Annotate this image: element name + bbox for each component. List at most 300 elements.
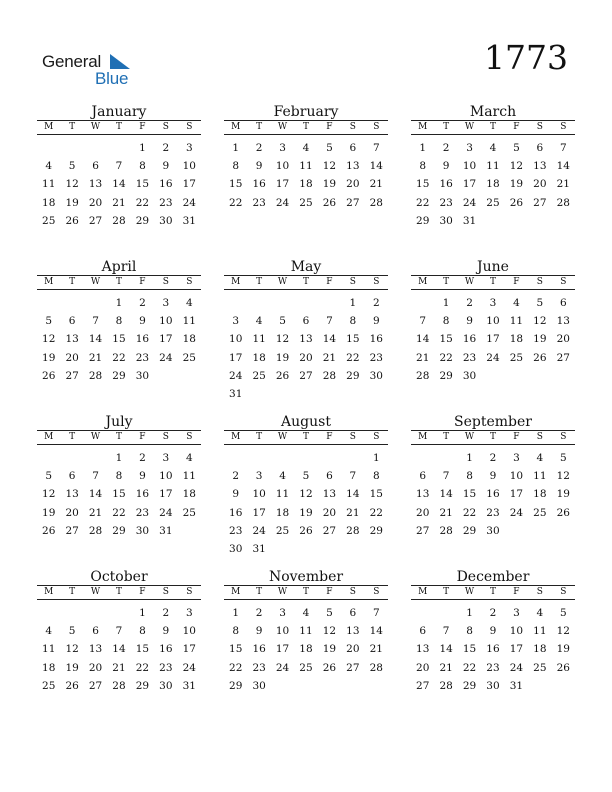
empty-day-cell <box>60 604 83 622</box>
day-cell: 19 <box>556 643 570 656</box>
weekday-label: W <box>90 277 101 287</box>
month-title: March <box>469 104 517 120</box>
day-cell: 18 <box>299 643 313 656</box>
day-cell: 28 <box>369 196 383 209</box>
weekday-label: S <box>162 277 169 287</box>
day-cell: 9 <box>489 625 497 638</box>
day-cell: 6 <box>68 315 76 328</box>
day-cell: 4 <box>489 142 497 154</box>
day-cell: 20 <box>533 178 547 191</box>
month-january <box>37 104 201 230</box>
month-november <box>224 569 388 695</box>
day-cell: 13 <box>346 625 360 638</box>
day-cell: 20 <box>65 506 79 519</box>
day-cell: 8 <box>139 160 146 173</box>
day-cell: 16 <box>462 333 477 346</box>
day-cell: 31 <box>182 214 196 227</box>
month-march <box>411 104 575 230</box>
weekday-label: M <box>231 122 241 132</box>
day-cell: 21 <box>369 178 383 191</box>
day-cell: 31 <box>462 214 477 227</box>
weekday-label: W <box>90 587 101 597</box>
day-cell: 25 <box>182 351 196 364</box>
day-cell: 18 <box>533 643 547 656</box>
empty-day-cell <box>411 604 434 622</box>
day-cell: 12 <box>65 643 79 656</box>
day-cell: 26 <box>322 196 337 209</box>
weekday-label: W <box>277 432 288 442</box>
day-cell: 14 <box>346 488 360 501</box>
day-cell: 18 <box>275 506 290 519</box>
weekday-label: T <box>489 432 496 442</box>
month-title: January <box>91 104 147 120</box>
empty-day-cell <box>84 139 107 157</box>
day-cell: 1 <box>442 297 450 309</box>
day-cell: 6 <box>92 160 99 173</box>
empty-day-cell <box>60 139 83 157</box>
day-cell: 31 <box>159 524 173 537</box>
weekday-label: F <box>513 122 520 132</box>
day-cell: 9 <box>162 625 170 638</box>
day-cell: 21 <box>439 661 453 674</box>
day-cell: 25 <box>42 214 56 227</box>
day-cell: 14 <box>439 643 453 656</box>
day-cell: 10 <box>182 160 196 173</box>
day-cell: 2 <box>139 297 146 309</box>
day-cell: 1 <box>115 297 123 309</box>
day-cell: 8 <box>115 470 123 483</box>
month-title: February <box>273 104 339 120</box>
weekday-header <box>224 585 388 600</box>
day-cell: 19 <box>299 506 313 519</box>
day-cell: 24 <box>159 506 173 519</box>
day-cell: 28 <box>346 524 360 537</box>
day-cell: 23 <box>252 196 266 209</box>
day-grid <box>37 139 201 230</box>
day-cell: 5 <box>559 452 567 464</box>
weekday-label: W <box>464 587 475 597</box>
day-cell: 18 <box>182 488 196 501</box>
day-cell: 7 <box>419 315 427 328</box>
day-cell: 24 <box>462 196 477 209</box>
day-cell: 15 <box>112 333 126 346</box>
weekday-label: W <box>277 587 288 597</box>
day-cell: 3 <box>162 297 170 309</box>
day-cell: 5 <box>279 315 286 328</box>
day-cell: 19 <box>533 333 547 346</box>
day-cell: 28 <box>112 214 126 227</box>
day-cell: 28 <box>369 661 383 674</box>
weekday-label: S <box>349 432 356 442</box>
day-cell: 6 <box>419 625 427 638</box>
day-cell: 21 <box>88 351 103 364</box>
day-cell: 24 <box>275 661 290 674</box>
day-cell: 15 <box>462 643 477 656</box>
day-cell: 24 <box>275 196 290 209</box>
weekday-label: S <box>373 122 380 132</box>
day-cell: 8 <box>442 315 450 328</box>
day-cell: 29 <box>346 369 360 382</box>
day-cell: 23 <box>439 196 453 209</box>
day-cell: 19 <box>556 488 570 501</box>
day-grid <box>411 139 575 230</box>
weekday-label: S <box>536 122 543 132</box>
month-july <box>37 414 201 540</box>
day-cell: 11 <box>275 488 290 501</box>
day-cell: 1 <box>349 297 357 309</box>
day-cell: 17 <box>252 506 266 519</box>
day-cell: 15 <box>112 488 126 501</box>
day-cell: 13 <box>88 178 103 191</box>
weekday-label: T <box>256 277 263 287</box>
day-cell: 29 <box>416 214 430 227</box>
day-grid <box>224 449 388 558</box>
day-cell: 3 <box>513 452 520 464</box>
day-cell: 2 <box>372 297 380 309</box>
weekday-label: F <box>139 122 146 132</box>
day-cell: 27 <box>88 214 103 227</box>
weekday-label: M <box>418 432 428 442</box>
day-cell: 7 <box>442 470 450 483</box>
day-cell: 1 <box>139 142 146 154</box>
day-cell: 22 <box>112 351 126 364</box>
empty-day-cell <box>247 294 270 312</box>
day-cell: 25 <box>275 524 290 537</box>
weekday-label: T <box>302 432 309 442</box>
month-title: September <box>454 414 532 430</box>
day-cell: 24 <box>159 351 173 364</box>
weekday-label: T <box>443 122 450 132</box>
day-cell: 24 <box>509 506 524 519</box>
day-cell: 18 <box>42 196 56 209</box>
weekday-header <box>411 120 575 135</box>
day-cell: 4 <box>513 297 520 309</box>
day-cell: 21 <box>346 506 360 519</box>
empty-day-cell <box>107 604 130 622</box>
day-cell: 1 <box>419 142 427 154</box>
day-cell: 29 <box>135 679 150 692</box>
day-cell: 21 <box>112 196 126 209</box>
day-grid <box>411 294 575 385</box>
day-cell: 27 <box>65 369 79 382</box>
weekday-header <box>411 585 575 600</box>
month-title: December <box>456 569 530 585</box>
day-cell: 30 <box>135 524 150 537</box>
day-cell: 27 <box>299 369 313 382</box>
day-cell: 19 <box>65 661 79 674</box>
day-cell: 1 <box>232 607 240 619</box>
day-cell: 5 <box>302 470 310 483</box>
weekday-header <box>224 275 388 290</box>
day-cell: 25 <box>533 506 547 519</box>
day-cell: 11 <box>182 470 196 483</box>
weekday-label: T <box>69 432 76 442</box>
weekday-header <box>37 585 201 600</box>
day-cell: 4 <box>536 452 544 464</box>
day-cell: 8 <box>372 470 380 483</box>
day-cell: 26 <box>322 661 337 674</box>
day-cell: 22 <box>346 351 360 364</box>
empty-day-cell <box>84 294 107 312</box>
weekday-label: M <box>231 587 241 597</box>
day-cell: 14 <box>416 333 430 346</box>
day-cell: 1 <box>466 452 473 464</box>
day-cell: 7 <box>92 470 99 483</box>
day-cell: 21 <box>322 351 337 364</box>
day-cell: 7 <box>115 160 123 173</box>
day-cell: 29 <box>229 679 243 692</box>
weekday-label: T <box>256 122 263 132</box>
empty-day-cell <box>84 449 107 467</box>
day-cell: 9 <box>139 315 146 328</box>
weekday-label: W <box>277 277 288 287</box>
day-cell: 5 <box>326 142 333 154</box>
day-cell: 17 <box>509 488 524 501</box>
day-cell: 11 <box>42 178 56 191</box>
day-cell: 27 <box>533 196 547 209</box>
day-cell: 8 <box>139 625 146 638</box>
day-cell: 9 <box>372 315 380 328</box>
day-cell: 12 <box>322 625 337 638</box>
month-may <box>224 259 388 403</box>
day-cell: 14 <box>369 625 383 638</box>
day-cell: 11 <box>486 160 500 173</box>
weekday-label: T <box>69 122 76 132</box>
day-cell: 21 <box>416 351 430 364</box>
day-cell: 24 <box>486 351 500 364</box>
day-cell: 16 <box>369 333 383 346</box>
day-cell: 26 <box>65 214 79 227</box>
day-cell: 1 <box>466 607 473 619</box>
day-cell: 25 <box>509 351 524 364</box>
weekday-label: S <box>560 277 567 287</box>
day-cell: 27 <box>416 524 430 537</box>
day-cell: 11 <box>299 625 313 638</box>
day-grid <box>37 294 201 385</box>
empty-day-cell <box>37 139 60 157</box>
day-cell: 23 <box>369 351 383 364</box>
day-cell: 10 <box>275 160 290 173</box>
day-cell: 22 <box>229 661 243 674</box>
day-cell: 20 <box>88 661 103 674</box>
day-cell: 26 <box>42 524 56 537</box>
weekday-label: S <box>536 277 543 287</box>
day-cell: 20 <box>346 178 360 191</box>
month-april <box>37 259 201 385</box>
day-cell: 1 <box>232 142 240 154</box>
month-title: June <box>477 259 509 275</box>
day-cell: 27 <box>346 196 360 209</box>
day-cell: 17 <box>509 643 524 656</box>
weekday-label: T <box>115 122 122 132</box>
day-cell: 29 <box>462 679 477 692</box>
weekday-label: F <box>139 587 146 597</box>
day-cell: 22 <box>369 506 383 519</box>
day-cell: 20 <box>322 506 337 519</box>
day-cell: 6 <box>559 297 567 309</box>
weekday-label: S <box>162 432 169 442</box>
day-cell: 12 <box>322 160 337 173</box>
day-cell: 17 <box>275 643 290 656</box>
day-cell: 18 <box>509 333 524 346</box>
day-cell: 3 <box>162 452 170 464</box>
day-cell: 5 <box>513 142 520 154</box>
weekday-label: F <box>139 432 146 442</box>
weekday-label: M <box>418 122 428 132</box>
weekday-label: T <box>256 432 263 442</box>
day-cell: 23 <box>159 196 173 209</box>
day-cell: 30 <box>486 679 500 692</box>
day-cell: 20 <box>416 506 430 519</box>
day-cell: 27 <box>416 679 430 692</box>
day-cell: 22 <box>112 506 126 519</box>
day-cell: 10 <box>159 470 173 483</box>
month-title: October <box>90 569 148 585</box>
day-grid <box>411 604 575 695</box>
empty-day-cell <box>60 449 83 467</box>
weekday-label: W <box>90 122 101 132</box>
day-grid <box>224 294 388 403</box>
weekday-label: W <box>464 277 475 287</box>
day-cell: 5 <box>326 607 333 619</box>
day-cell: 31 <box>229 387 243 400</box>
day-cell: 17 <box>275 178 290 191</box>
day-cell: 2 <box>489 452 497 464</box>
weekday-label: M <box>44 122 54 132</box>
day-cell: 28 <box>88 524 103 537</box>
day-cell: 10 <box>275 625 290 638</box>
day-cell: 13 <box>65 333 79 346</box>
empty-day-cell <box>271 449 294 467</box>
day-cell: 29 <box>462 524 477 537</box>
day-cell: 18 <box>182 333 196 346</box>
day-cell: 2 <box>489 607 497 619</box>
day-cell: 13 <box>346 160 360 173</box>
day-cell: 26 <box>556 506 570 519</box>
weekday-label: S <box>536 432 543 442</box>
day-cell: 18 <box>252 351 266 364</box>
day-cell: 15 <box>416 178 430 191</box>
weekday-label: S <box>349 277 356 287</box>
day-cell: 7 <box>115 625 123 638</box>
weekday-header <box>224 430 388 445</box>
weekday-label: S <box>373 587 380 597</box>
day-cell: 27 <box>556 351 570 364</box>
day-cell: 21 <box>112 661 126 674</box>
day-cell: 15 <box>439 333 453 346</box>
day-cell: 12 <box>533 315 547 328</box>
weekday-label: M <box>44 587 54 597</box>
day-cell: 5 <box>536 297 544 309</box>
day-cell: 19 <box>509 178 524 191</box>
weekday-label: S <box>560 587 567 597</box>
empty-day-cell <box>341 449 364 467</box>
day-cell: 17 <box>182 643 196 656</box>
day-cell: 15 <box>462 488 477 501</box>
day-cell: 24 <box>229 369 243 382</box>
day-cell: 22 <box>135 196 150 209</box>
day-grid <box>224 139 388 212</box>
empty-day-cell <box>411 294 434 312</box>
day-cell: 3 <box>185 142 193 154</box>
generalblue-logo <box>42 48 152 90</box>
day-cell: 18 <box>533 488 547 501</box>
day-cell: 13 <box>65 488 79 501</box>
day-cell: 9 <box>162 160 170 173</box>
day-cell: 26 <box>533 351 547 364</box>
weekday-label: T <box>115 277 122 287</box>
day-cell: 20 <box>88 196 103 209</box>
weekday-header <box>37 430 201 445</box>
day-cell: 11 <box>533 470 547 483</box>
weekday-label: M <box>44 277 54 287</box>
weekday-label: T <box>489 587 496 597</box>
day-cell: 22 <box>439 351 453 364</box>
day-cell: 7 <box>92 315 99 328</box>
day-cell: 28 <box>322 369 337 382</box>
day-cell: 11 <box>533 625 547 638</box>
day-cell: 16 <box>135 488 150 501</box>
day-cell: 5 <box>68 625 76 638</box>
day-cell: 3 <box>185 607 193 619</box>
day-cell: 12 <box>65 178 79 191</box>
day-cell: 25 <box>486 196 500 209</box>
day-cell: 12 <box>299 488 313 501</box>
empty-day-cell <box>434 604 457 622</box>
day-cell: 24 <box>509 661 524 674</box>
day-cell: 21 <box>439 506 453 519</box>
day-cell: 4 <box>45 625 53 638</box>
day-cell: 2 <box>232 470 240 483</box>
day-cell: 2 <box>162 607 170 619</box>
day-cell: 10 <box>462 160 477 173</box>
day-cell: 23 <box>135 506 150 519</box>
day-cell: 3 <box>513 607 520 619</box>
day-cell: 13 <box>88 643 103 656</box>
empty-day-cell <box>318 294 341 312</box>
empty-day-cell <box>37 294 60 312</box>
day-cell: 8 <box>466 470 473 483</box>
day-cell: 16 <box>229 506 243 519</box>
day-cell: 2 <box>255 142 263 154</box>
day-cell: 29 <box>439 369 453 382</box>
day-cell: 27 <box>88 679 103 692</box>
day-cell: 17 <box>462 178 477 191</box>
day-cell: 11 <box>182 315 196 328</box>
day-cell: 15 <box>135 643 150 656</box>
day-cell: 26 <box>275 369 290 382</box>
day-cell: 9 <box>232 488 240 501</box>
day-cell: 14 <box>112 178 126 191</box>
day-cell: 13 <box>416 488 430 501</box>
day-cell: 19 <box>65 196 79 209</box>
day-cell: 14 <box>556 160 570 173</box>
weekday-label: F <box>513 277 520 287</box>
day-cell: 21 <box>556 178 570 191</box>
day-cell: 11 <box>252 333 266 346</box>
weekday-label: F <box>326 432 333 442</box>
day-cell: 9 <box>255 625 263 638</box>
day-cell: 15 <box>135 178 150 191</box>
weekday-label: S <box>349 587 356 597</box>
day-cell: 11 <box>299 160 313 173</box>
day-grid <box>411 449 575 540</box>
day-cell: 15 <box>369 488 383 501</box>
weekday-label: T <box>302 277 309 287</box>
day-cell: 4 <box>302 142 310 154</box>
day-cell: 13 <box>533 160 547 173</box>
day-cell: 20 <box>556 333 570 346</box>
